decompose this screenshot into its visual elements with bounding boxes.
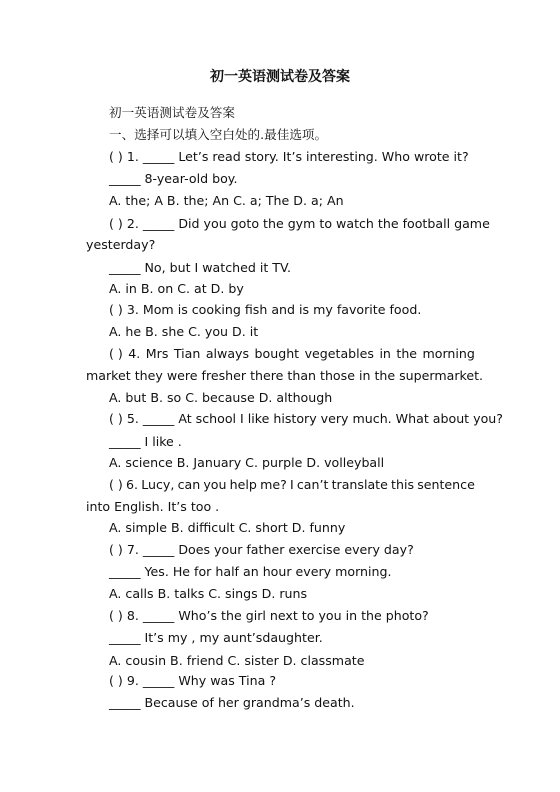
q4-word: ( )	[109, 346, 123, 361]
q6-word: me?	[260, 477, 287, 492]
question-1-options: A. the; A B. the; An C. a; The D. a; An	[109, 193, 344, 208]
question-7-options: A. calls B. talks C. sings D. runs	[109, 586, 308, 601]
q6-word: 6.	[126, 477, 139, 492]
question-5-reply: _____ I like .	[109, 434, 182, 449]
question-6-options: A. simple B. difficult C. short D. funny	[109, 520, 346, 535]
question-2-continued: yesterday?	[86, 237, 156, 252]
question-4-continued: market they were fresher there than those in the supermarket.	[86, 368, 484, 383]
q6-word: can’t	[296, 477, 329, 492]
question-9: ( ) 9. _____ Why was Tina ?	[109, 673, 277, 688]
question-3-options: A. he B. she C. you D. it	[109, 324, 259, 339]
question-3: ( ) 3. Mom is cooking fish and is my favorite food.	[109, 302, 422, 317]
q4-word: the	[396, 346, 418, 361]
question-6	[109, 477, 475, 493]
q4-word: morning	[422, 346, 475, 361]
section-heading: 一、选择可以填入空白处的.最佳选项。	[109, 127, 328, 142]
question-6-continued: into English. It’s too .	[86, 499, 220, 514]
q4-word: always	[205, 346, 250, 361]
question-4	[109, 346, 475, 362]
q6-word: sentence	[417, 477, 475, 492]
doc-heading: 初一英语测试卷及答案	[109, 105, 235, 120]
question-2: ( ) 2. _____ Did you goto the gym to watch the football game	[109, 216, 490, 231]
q4-word: Mrs	[145, 346, 169, 361]
q4-word: in	[379, 346, 391, 361]
q6-word: can	[177, 477, 201, 492]
question-1-reply: _____ 8-year-old boy.	[109, 171, 238, 186]
q6-word: this	[391, 477, 415, 492]
question-1: ( ) 1. _____ Let’s read story. It’s interesting. Who wrote it?	[109, 149, 469, 164]
q6-word: I	[289, 477, 294, 492]
q4-word: bought	[254, 346, 300, 361]
question-7-reply: _____ Yes. He for half an hour every morning.	[109, 564, 392, 579]
question-5: ( ) 5. _____ At school I like history very much. What about you?	[109, 411, 503, 426]
question-4-options: A. but B. so C. because D. although	[109, 390, 333, 405]
question-2-reply: _____ No, but I watched it TV.	[109, 260, 291, 275]
q6-word: help	[229, 477, 257, 492]
question-8-reply: _____ It’s my , my aunt’sdaughter.	[109, 630, 323, 645]
question-7: ( ) 7. _____ Does your father exercise every day?	[109, 542, 414, 557]
q6-word: you	[203, 477, 227, 492]
q4-word: Tian	[173, 346, 201, 361]
question-8: ( ) 8. _____ Who’s the girl next to you in the photo?	[109, 608, 429, 623]
q6-word: Lucy,	[141, 477, 175, 492]
q4-word: 4.	[128, 346, 141, 361]
page-title: 初一英语测试卷及答案	[210, 69, 350, 85]
question-2-options: A. in B. on C. at D. by	[109, 281, 244, 296]
q6-word: ( )	[109, 477, 123, 492]
question-8-options: A. cousin B. friend C. sister D. classmate	[109, 653, 365, 668]
question-9-reply: _____ Because of her grandma’s death.	[109, 695, 355, 710]
q6-word: translate	[331, 477, 388, 492]
q4-word: vegetables	[304, 346, 374, 361]
question-5-options: A. science B. January C. purple D. volleyball	[109, 455, 385, 470]
